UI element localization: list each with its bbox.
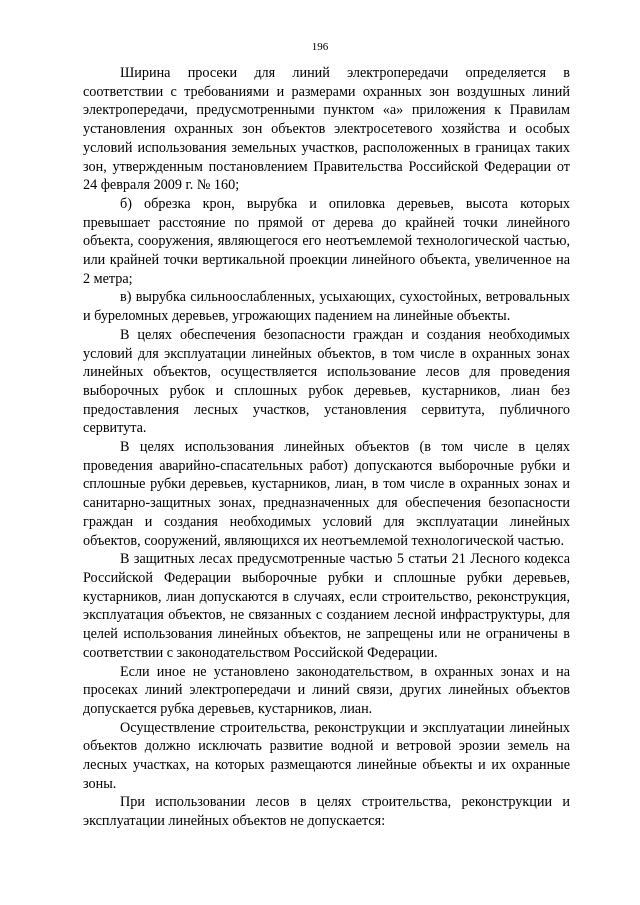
paragraph-protective-forests: В защитных лесах предусмотренные частью 5 статьи 21 Лесного кодекса Российской Федерации выборочные рубки и сплошные рубки деревьев, кустарников, лиан допускаются в случаях, если строительство, реконструкция, эксплуатация объектов, не связанных с созданием лесной инфраструктуры, для целей использования линейных объектов, не запрещены или не ограничены в соответствии с законодательством Российской Федерации. (83, 551, 570, 661)
paragraph-not-allowed: При использовании лесов в целях строительства, реконструкции и эксплуатации линейных объектов не допускается: (83, 794, 570, 830)
paragraph-item-v: в) вырубка сильноослабленных, усыхающих, сухостойных, ветровальных и буреломных деревьев, угрожающих падением на линейные объекты. (83, 289, 570, 325)
paragraph-prosek-width: Ширина просеки для линий электропередачи определяется в соответствии с требованиями и размерами охранных зон воздушных линий электропередачи, предусмотренными пунктом «а» приложения к Правилам установления охранных зон объектов электросетевого хозяйства и особых условий использования земельных участков, расположенных в границах таких зон, утвержденным постановлением Правительства Российской Федерации от 24 февраля 2009 г. № 160; (83, 65, 570, 194)
paragraph-safety-use: В целях обеспечения безопасности граждан и создания необходимых условий для эксплуатации линейных объектов, в том числе в охранных зонах линейных объектов, осуществляется использование лесов для проведения выборочных рубок и сплошных рубок деревьев, кустарников, лиан без предоставления лесных участков, установления сервитута, публичного сервитута. (83, 326, 570, 437)
paragraph-protected-zones: Если иное не установлено законодательством, в охранных зонах и на просеках линий электропередачи и линий связи, других линейных объектов допускается рубка деревьев, кустарников, лиан. (83, 663, 570, 717)
paragraph-linear-objects-use: В целях использования линейных объектов (в том числе в целях проведения аварийно-спасательных работ) допускаются выборочные рубки и сплошные рубки деревьев, кустарников, лиан, в том числе в охранных зонах и санитарно-защитных зонах, предназначенных для обеспечения безопасности граждан и создания необходимых условий для эксплуатации линейных объектов, сооружений, являющихся их неотъемлемой технологической частью. (83, 439, 570, 549)
paragraph-item-b: б) обрезка крон, вырубка и опиловка деревьев, высота которых превышает расстояние по прямой от дерева до крайней точки линейного объекта, сооружения, являющегося его неотъемлемой технологической частью, или крайней точки вертикальной проекции линейного объекта, увеличенное на 2 метра; (83, 195, 570, 287)
body-text (83, 64, 570, 831)
page-number: 196 (311, 41, 329, 53)
paragraph-erosion: Осуществление строительства, реконструкции и эксплуатации линейных объектов должно исключать развитие водной и ветровой эрозии земель на лесных участках, на которых размещаются линейные объекты и их охранные зоны. (83, 719, 570, 792)
